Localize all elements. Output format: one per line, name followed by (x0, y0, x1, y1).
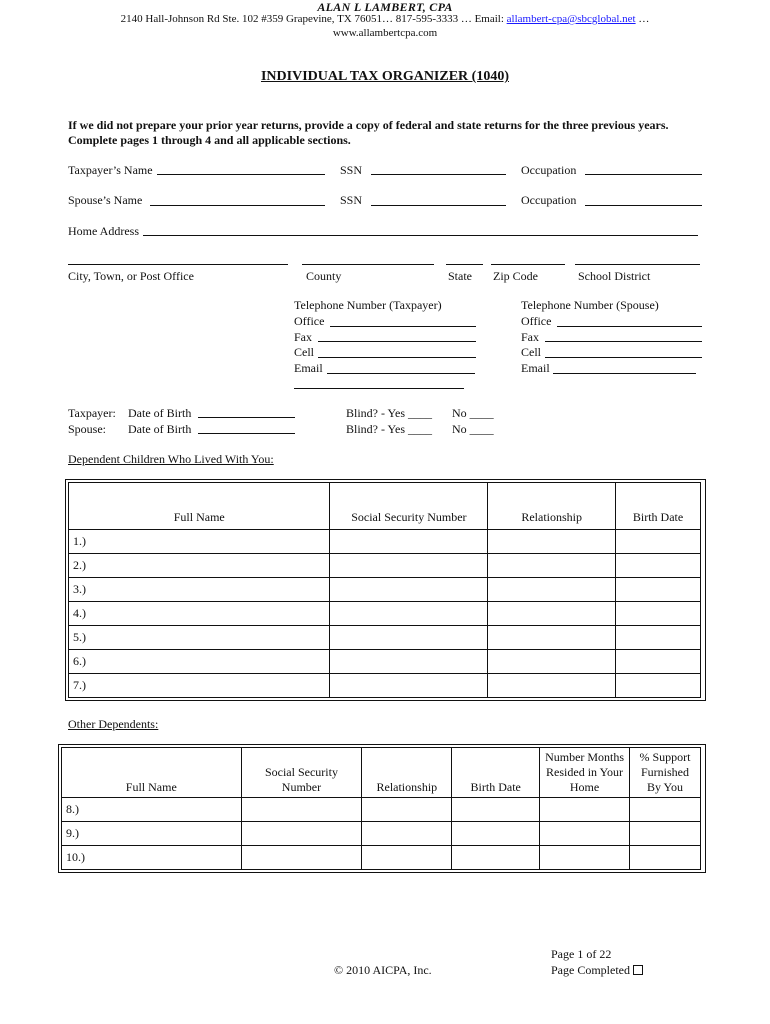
zip-label: Zip Code (493, 269, 538, 283)
dob-spouse-label: Spouse: (68, 422, 107, 436)
spouse-occupation-field[interactable] (585, 205, 702, 206)
row-number[interactable]: 3.) (69, 578, 330, 602)
taxpayer-name-label: Taxpayer’s Name (68, 163, 153, 177)
col-months-resided: Number Months Resided in Your Home (540, 748, 630, 798)
table-cell[interactable] (630, 846, 701, 870)
row-number[interactable]: 1.) (69, 530, 330, 554)
spouse-office-field[interactable] (557, 326, 702, 327)
home-address-label: Home Address (68, 224, 139, 238)
table-cell[interactable] (330, 626, 488, 650)
table-row (69, 578, 701, 602)
taxpayer-cell-field[interactable] (318, 357, 476, 358)
table-row (62, 822, 701, 846)
row-number[interactable]: 2.) (69, 554, 330, 578)
blind-spouse-yes[interactable]: Blind? - Yes ____ (346, 422, 433, 436)
dependents-header-row (69, 483, 701, 530)
table-row (69, 626, 701, 650)
page-title: INDIVIDUAL TAX ORGANIZER (1040) (260, 69, 509, 84)
address-text: 2140 Hall-Johnson Rd Ste. 102 #359 Grapevine, TX 76051… 817-595-3333 … Email: (120, 13, 507, 25)
taxpayer-office-field[interactable] (330, 326, 476, 327)
dependents-heading: Dependent Children Who Lived With You: (68, 452, 274, 466)
blind-taxpayer-yes[interactable]: Blind? - Yes ____ (346, 406, 433, 420)
school-district-label: School District (578, 269, 651, 283)
spouse-email-field[interactable] (553, 373, 696, 374)
spouse-name-label: Spouse’s Name (68, 193, 143, 207)
table-cell[interactable] (540, 798, 630, 822)
county-field[interactable] (302, 264, 434, 265)
page-completed-checkbox[interactable] (633, 965, 643, 975)
table-cell[interactable] (488, 674, 616, 698)
table-cell[interactable] (241, 798, 362, 822)
taxpayer-ssn-field[interactable] (371, 174, 506, 175)
taxpayer-phone-heading: Telephone Number (Taxpayer) (294, 298, 442, 312)
spouse-email-label: Email (521, 361, 550, 375)
col-full-name: Full Name (62, 748, 242, 798)
dob-taxpayer-date-label: Date of Birth (128, 406, 192, 420)
table-cell[interactable] (616, 650, 701, 674)
spouse-cell-field[interactable] (545, 357, 702, 358)
city-field[interactable] (68, 264, 288, 265)
table-cell[interactable] (330, 650, 488, 674)
city-label: City, Town, or Post Office (68, 269, 194, 283)
spouse-name-field[interactable] (150, 205, 325, 206)
blind-spouse-no[interactable]: No ____ (452, 422, 494, 436)
row-number[interactable]: 4.) (69, 602, 330, 626)
table-cell[interactable] (540, 846, 630, 870)
table-cell[interactable] (540, 822, 630, 846)
spouse-fax-field[interactable] (545, 341, 702, 342)
table-row (69, 554, 701, 578)
table-cell[interactable] (488, 530, 616, 554)
dob-taxpayer-field[interactable] (198, 417, 295, 418)
page-number: Page 1 of 22 (551, 947, 612, 961)
col-birth-date: Birth Date (452, 748, 540, 798)
taxpayer-office-label: Office (294, 314, 325, 328)
table-row (69, 674, 701, 698)
col-relationship: Relationship (362, 748, 452, 798)
table-cell[interactable] (616, 626, 701, 650)
table-row (69, 530, 701, 554)
spouse-ssn-label: SSN (340, 193, 363, 207)
dob-spouse-date-label: Date of Birth (128, 422, 192, 436)
dob-taxpayer-label: Taxpayer: (68, 406, 116, 420)
table-cell[interactable] (616, 554, 701, 578)
state-field[interactable] (446, 264, 483, 265)
firm-name: ALAN L LAMBERT, CPA (317, 0, 453, 14)
state-label: State (448, 269, 472, 283)
row-number[interactable]: 6.) (69, 650, 330, 674)
table-cell[interactable] (616, 578, 701, 602)
col-support-furnished: % Support Furnished By You (630, 748, 701, 798)
row-number[interactable]: 8.) (62, 798, 242, 822)
col-full-name: Full Name (69, 483, 330, 530)
table-cell[interactable] (330, 674, 488, 698)
dependents-table (68, 482, 701, 698)
taxpayer-fax-label: Fax (294, 330, 312, 344)
col-relationship: Relationship (488, 483, 616, 530)
table-cell[interactable] (488, 650, 616, 674)
page-completed-label: Page Completed (551, 963, 630, 977)
table-row (62, 798, 701, 822)
table-cell[interactable] (362, 798, 452, 822)
table-cell[interactable] (241, 822, 362, 846)
other-dependents-table (61, 747, 701, 870)
taxpayer-email-label: Email (294, 361, 323, 375)
spouse-ssn-field[interactable] (371, 205, 506, 206)
spouse-cell-label: Cell (521, 345, 541, 359)
taxpayer-ssn-label: SSN (340, 163, 363, 177)
taxpayer-occupation-field[interactable] (585, 174, 702, 175)
table-row (62, 846, 701, 870)
table-cell[interactable] (330, 602, 488, 626)
taxpayer-occupation-label: Occupation (521, 163, 577, 177)
table-cell[interactable] (330, 530, 488, 554)
table-cell[interactable] (452, 846, 540, 870)
table-cell[interactable] (616, 674, 701, 698)
table-cell[interactable] (241, 846, 362, 870)
table-cell[interactable] (630, 822, 701, 846)
spouse-fax-label: Fax (521, 330, 539, 344)
table-cell[interactable] (488, 578, 616, 602)
copyright: © 2010 AICPA, Inc. (334, 963, 432, 977)
firm-address (0, 13, 770, 25)
taxpayer-cell-label: Cell (294, 345, 314, 359)
home-address-field[interactable] (143, 235, 698, 236)
table-row (69, 602, 701, 626)
table-cell[interactable] (452, 798, 540, 822)
row-number[interactable]: 9.) (62, 822, 242, 846)
school-district-field[interactable] (575, 264, 700, 265)
row-number[interactable]: 5.) (69, 626, 330, 650)
taxpayer-name-field[interactable] (157, 174, 325, 175)
table-cell[interactable] (616, 602, 701, 626)
instructions: If we did not prepare your prior year returns, provide a copy of federal and state returns for the three previous years. Complete pages 1 through 4 and all applicable sections. (68, 118, 669, 147)
col-ssn: Social Security Number (241, 748, 362, 798)
table-cell[interactable] (452, 822, 540, 846)
table-cell[interactable] (488, 602, 616, 626)
table-cell[interactable] (330, 578, 488, 602)
other-dependents-heading: Other Dependents: (68, 717, 159, 731)
table-row (69, 650, 701, 674)
county-label: County (306, 269, 342, 283)
other-dependents-header-row (62, 748, 701, 798)
table-cell[interactable] (362, 822, 452, 846)
zip-field[interactable] (491, 264, 565, 265)
table-cell[interactable] (616, 530, 701, 554)
taxpayer-email-field-2[interactable] (294, 388, 464, 389)
blind-taxpayer-no[interactable]: No ____ (452, 406, 494, 420)
row-number[interactable]: 7.) (69, 674, 330, 698)
table-cell[interactable] (330, 554, 488, 578)
firm-website[interactable]: www.allambertcpa.com (332, 27, 438, 39)
col-birth-date: Birth Date (616, 483, 701, 530)
email-link[interactable]: allambert-cpa@sbcglobal.net (506, 13, 636, 25)
spouse-office-label: Office (521, 314, 552, 328)
taxpayer-fax-field[interactable] (318, 341, 476, 342)
page-completed (551, 963, 643, 978)
col-ssn: Social Security Number (330, 483, 488, 530)
table-cell[interactable] (362, 846, 452, 870)
taxpayer-email-field[interactable] (327, 373, 475, 374)
table-cell[interactable] (630, 798, 701, 822)
spouse-phone-heading: Telephone Number (Spouse) (521, 298, 659, 312)
row-number[interactable]: 10.) (62, 846, 242, 870)
dob-spouse-field[interactable] (198, 433, 295, 434)
table-cell[interactable] (488, 626, 616, 650)
table-cell[interactable] (488, 554, 616, 578)
spouse-occupation-label: Occupation (521, 193, 577, 207)
address-tail: … (635, 13, 650, 25)
